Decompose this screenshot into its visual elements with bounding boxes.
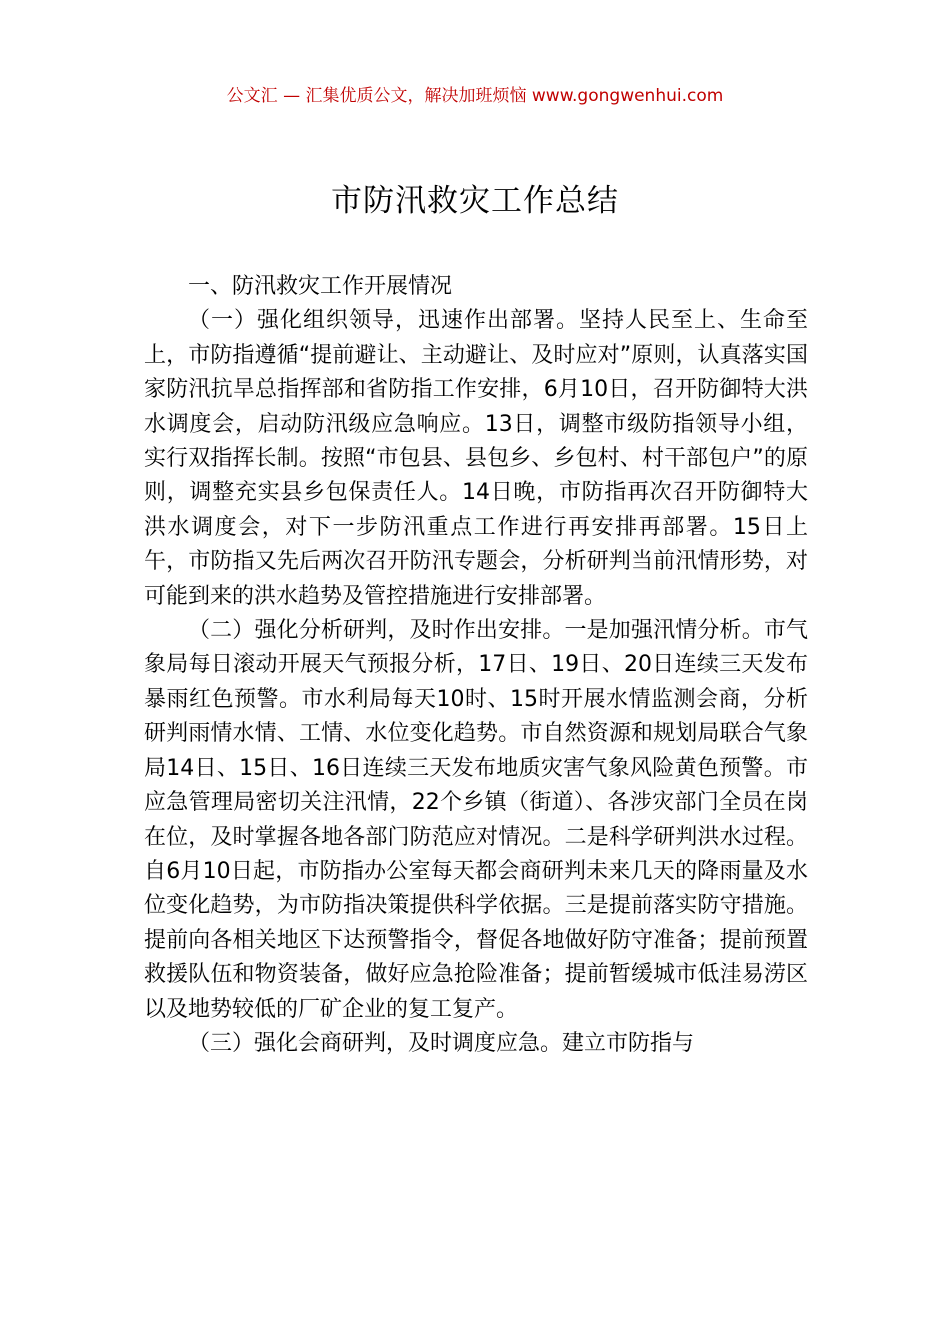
document-title: 市防汛救灾工作总结: [331, 183, 619, 219]
paragraph-1: （一）强化组织领导，迅速作出部署。坚持人民至上、生命至上，市防指遵循“提前避让、主动避让、及时应对”原则，认真落实国家防汛抗旱总指挥部和省防指工作安排，6月10日，召开防御特大洪水调度会，启动防汛级应急响应。13日，调整市级防指领导小组，实行双指挥长制。按照“市包县、县包乡、乡包村、村干部包户”的原则，调整充实县乡包保责任人。14日晚，市防指再次召开防御特大洪水调度会，对下一步防汛重点工作进行再安排再部署。15日上午，市防指又先后两次召开防汛专题会，分析研判当前汛情形势，对可能到来的洪水趋势及管控措施进行安排部署。: [144, 308, 808, 609]
header-banner[interactable]: 公文汇 — 汇集优质公文，解决加班烦恼 www.gongwenhui.com: [226, 86, 724, 106]
paragraph-2: （二）强化分析研判，及时作出安排。一是加强汛情分析。市气象局每日滚动开展天气预报分析，17日、19日、20日连续三天发布暴雨红色预警。市水利局每天10时、15时开展水情监测会商，分析研判雨情水情、工情、水位变化趋势。市自然资源和规划局联合气象局14日、15日、16日连续三天发布地质灾害气象风险黄色预警。市应急管理局密切关注汛情，22个乡镇（街道）、各涉灾部门全员在岗在位，及时掌握各地各部门防范应对情况。二是科学研判洪水过程。自6月10日起，市防指办公室每天都会商研判未来几天的降雨量及水位变化趋势，为市防指决策提供科学依据。三是提前落实防守措施。提前向各相关地区下达预警指令，督促各地做好防守准备；提前预置救援队伍和物资装备，做好应急抢险准备；提前暂缓城市低洼易涝区以及地势较低的厂矿企业的复工复产。: [144, 618, 808, 1022]
document-body: [144, 270, 808, 1061]
paragraph-3: （三）强化会商研判，及时调度应急。建立市防指与: [188, 1030, 695, 1056]
section-heading: 一、防汛救灾工作开展情况: [188, 274, 453, 299]
